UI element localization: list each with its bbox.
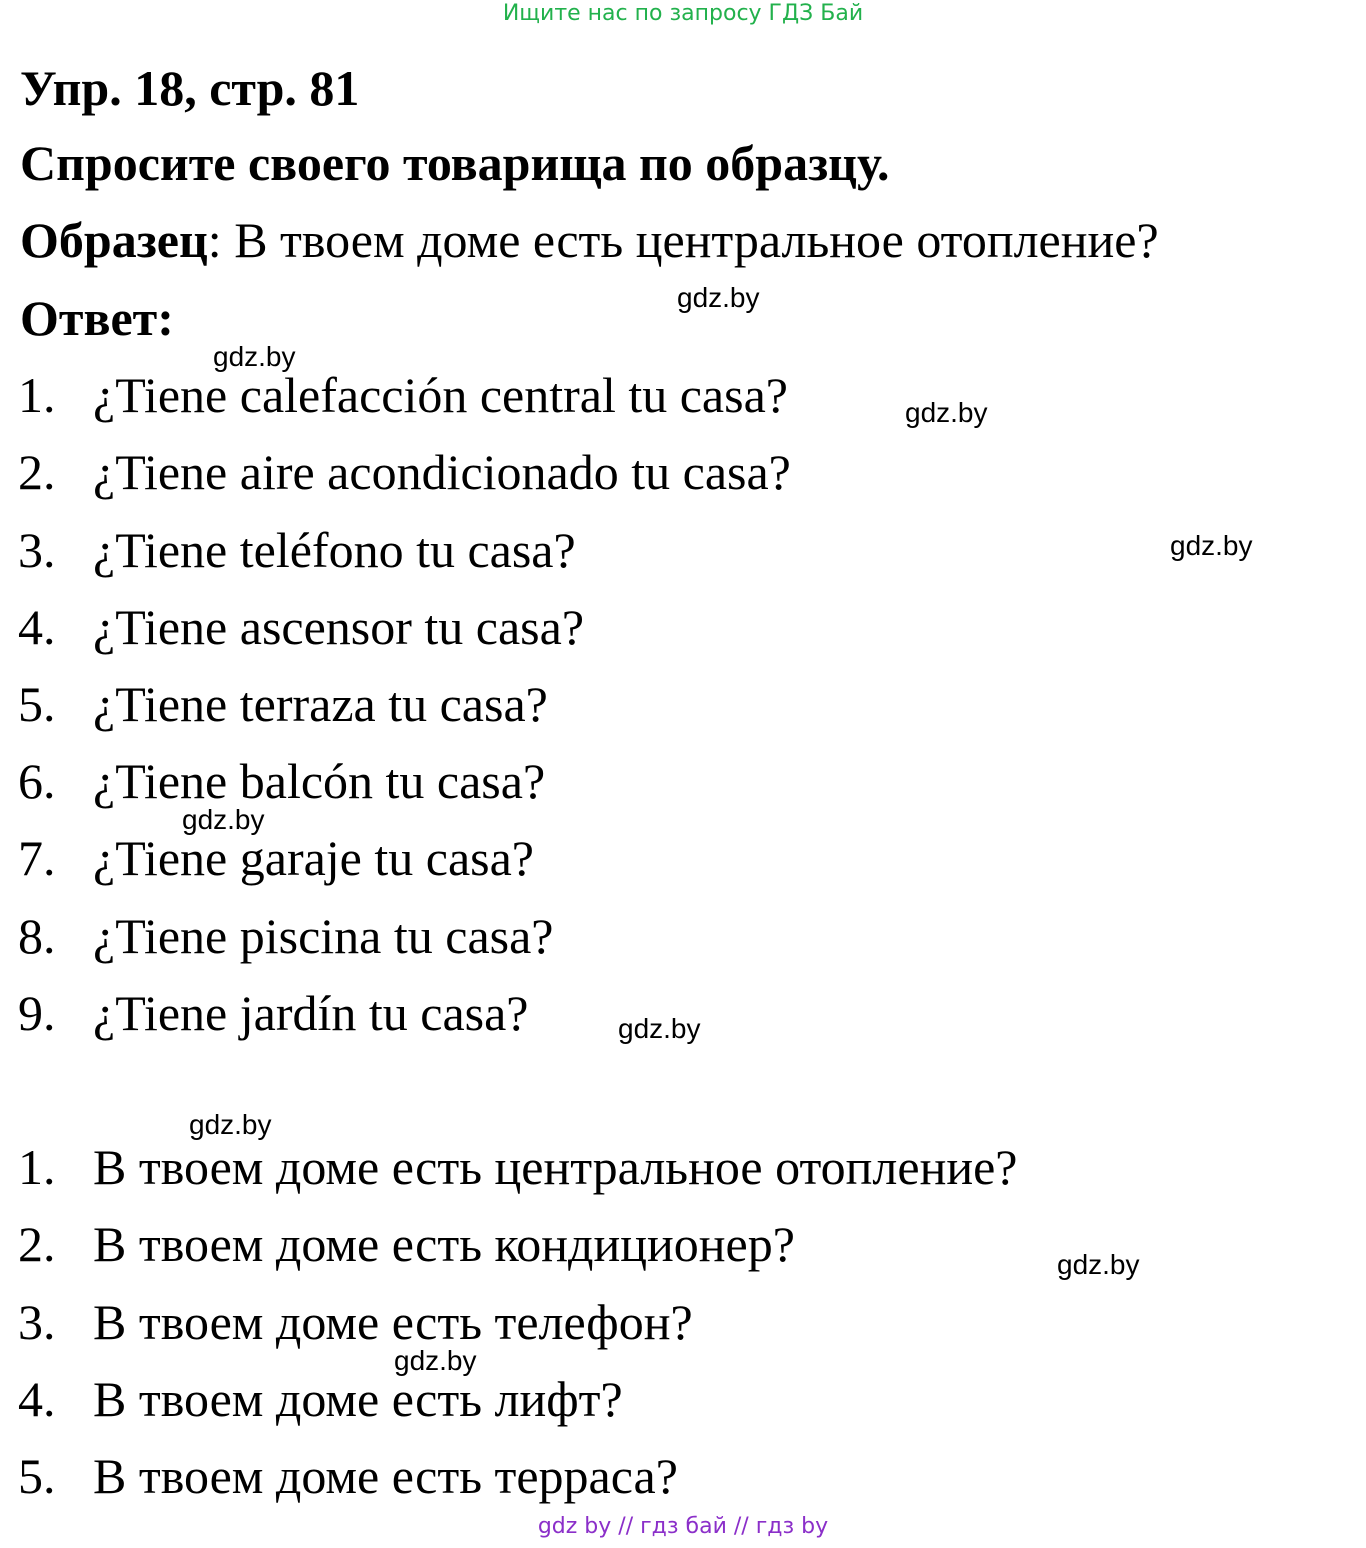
item-text: ¿Tiene ascensor tu casa?: [93, 599, 585, 655]
spanish-list-item: [18, 520, 576, 580]
item-number: 8.: [18, 908, 56, 964]
watermark: gdz.by: [213, 341, 296, 372]
russian-list-item: [18, 1369, 623, 1429]
spanish-list-item: [18, 906, 554, 966]
top-banner: Ищите нас по запросу ГДЗ Бай: [502, 1, 864, 26]
item-text: ¿Tiene teléfono tu casa?: [93, 522, 576, 578]
spanish-list-item: [18, 365, 788, 425]
sample-text: : В твоем доме есть центральное отопление?: [207, 212, 1159, 268]
item-text: ¿Tiene piscina tu casa?: [93, 908, 554, 964]
exercise-title: Упр. 18, стр. 81: [20, 60, 360, 116]
item-text: В твоем доме есть терраса?: [93, 1448, 678, 1504]
item-number: 3.: [18, 1294, 56, 1350]
item-number: 1.: [18, 1139, 56, 1195]
item-text: ¿Tiene jardín tu casa?: [93, 985, 529, 1041]
watermark: gdz.by: [1057, 1249, 1140, 1280]
item-number: 7.: [18, 830, 56, 886]
item-number: 2.: [18, 444, 56, 500]
watermark: gdz.by: [394, 1345, 477, 1376]
task-instruction: Спросите своего товарища по образцу.: [20, 135, 890, 191]
item-number: 6.: [18, 753, 56, 809]
item-number: 9.: [18, 985, 56, 1041]
spanish-list-item: [18, 751, 545, 811]
sample-line: [20, 210, 1159, 270]
watermark: gdz.by: [618, 1013, 701, 1044]
russian-list-item: [18, 1446, 678, 1506]
watermark: gdz.by: [182, 804, 265, 835]
russian-list-item: [18, 1137, 1017, 1197]
item-text: В твоем доме есть телефон?: [93, 1294, 693, 1350]
sample-label: Образец: [20, 212, 208, 268]
spanish-list-item: [18, 597, 584, 657]
item-text: В твоем доме есть кондиционер?: [93, 1216, 795, 1272]
watermark: gdz.by: [677, 282, 760, 313]
spanish-list-item: [18, 828, 534, 888]
russian-list-item: [18, 1292, 693, 1352]
watermark: gdz.by: [1170, 530, 1253, 561]
spanish-list-item: [18, 442, 791, 502]
spanish-list-item: [18, 674, 548, 734]
answer-label: Ответ:: [20, 290, 174, 346]
watermark: gdz.by: [189, 1109, 272, 1140]
item-number: 5.: [18, 1448, 56, 1504]
item-text: ¿Tiene terraza tu casa?: [93, 676, 548, 732]
item-text: В твоем доме есть центральное отопление?: [93, 1139, 1018, 1195]
item-text: ¿Tiene aire acondicionado tu casa?: [93, 444, 791, 500]
item-number: 5.: [18, 676, 56, 732]
footer-links: gdz by // гдз бай // гдз by: [537, 1514, 829, 1539]
item-text: ¿Tiene calefacción central tu casa?: [93, 367, 788, 423]
item-number: 1.: [18, 367, 56, 423]
spanish-list-item: [18, 983, 529, 1043]
item-number: 3.: [18, 522, 56, 578]
item-number: 4.: [18, 599, 56, 655]
item-number: 4.: [18, 1371, 56, 1427]
watermark: gdz.by: [905, 397, 988, 428]
item-text: ¿Tiene garaje tu casa?: [93, 830, 534, 886]
item-text: В твоем доме есть лифт?: [93, 1371, 623, 1427]
item-text: ¿Tiene balcón tu casa?: [93, 753, 546, 809]
item-number: 2.: [18, 1216, 56, 1272]
russian-list-item: [18, 1214, 795, 1274]
